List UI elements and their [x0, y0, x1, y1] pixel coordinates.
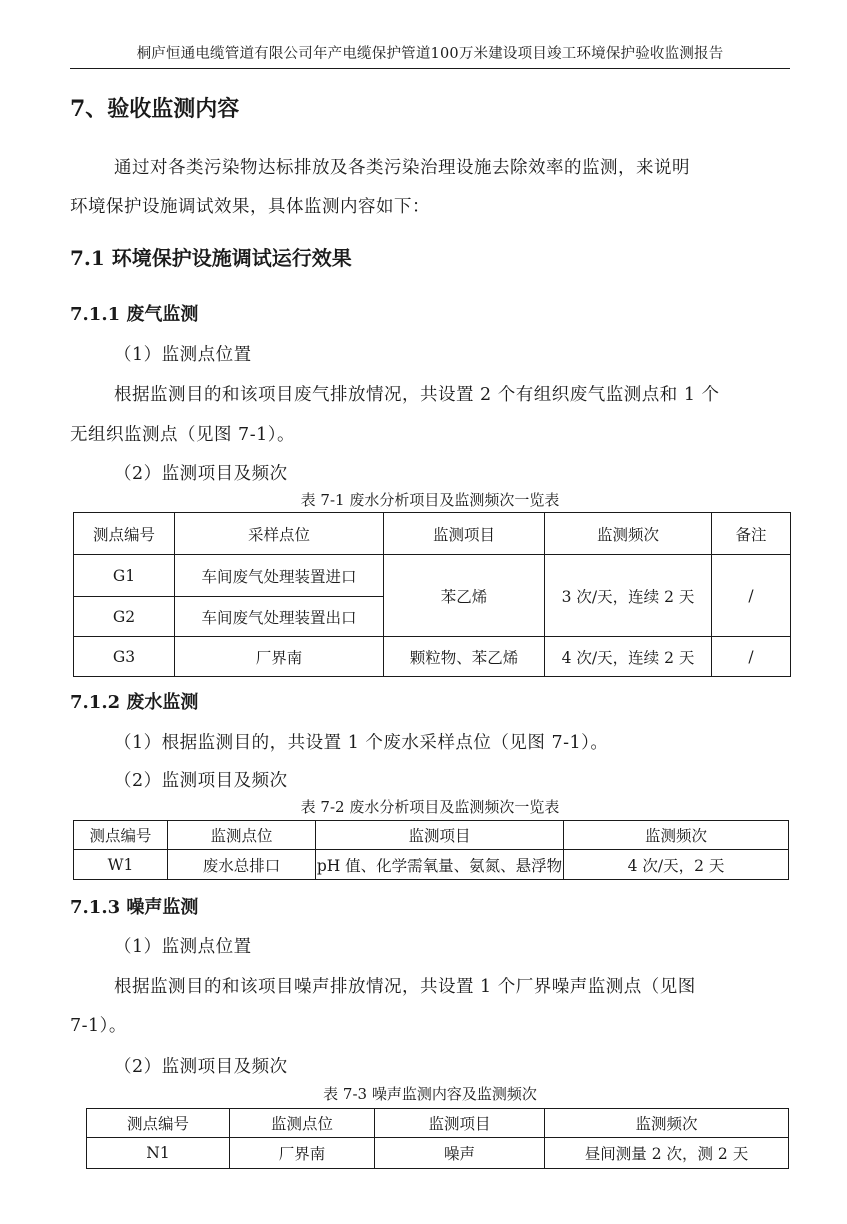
header-rule	[70, 68, 790, 69]
table-7-1-caption: 表 7-1 废水分析项目及监测频次一览表	[300, 491, 560, 509]
table-7-3-caption: 表 7-3 噪声监测内容及监测频次	[323, 1085, 537, 1103]
frequency-cell: 3 次/天，连续 2 天	[545, 555, 712, 637]
exhaust-paragraph-line2: 无组织监测点（见图 7-1）。	[70, 425, 295, 445]
section-7-1-1-heading: 7.1.1 废气监测	[70, 304, 199, 325]
point-id-cell: N1	[87, 1138, 230, 1169]
noise-paragraph-line2: 7-1）。	[70, 1016, 127, 1036]
section-7-1-3-heading: 7.1.3 噪声监测	[70, 897, 199, 918]
table-row	[74, 555, 791, 597]
location-cell: 厂界南	[230, 1138, 375, 1169]
location-cell: 车间废气处理装置进口	[175, 555, 384, 597]
table-row	[74, 637, 791, 677]
header-cell: 监测频次	[545, 1109, 789, 1138]
table-header-row	[74, 821, 789, 850]
item-cell: pH 值、化学需氧量、氨氮、悬浮物	[316, 850, 564, 880]
table-header-row	[74, 513, 791, 555]
report-header: 桐庐恒通电缆管道有限公司年产电缆保护管道100万米建设项目竣工环境保护验收监测报告	[136, 46, 724, 62]
item-cell: 颗粒物、苯乙烯	[384, 637, 545, 677]
point-id-cell: G3	[74, 637, 175, 677]
header-cell: 监测项目	[316, 821, 564, 850]
point-id-cell: G2	[74, 597, 175, 637]
location-cell: 废水总排口	[168, 850, 316, 880]
table-row	[74, 850, 789, 880]
header-cell: 监测项目	[375, 1109, 545, 1138]
table-7-2	[73, 820, 789, 880]
exhaust-paragraph-line1: 根据监测目的和该项目废气排放情况，共设置 2 个有组织废气监测点和 1 个	[114, 385, 720, 405]
note-cell: /	[712, 555, 791, 637]
exhaust-item-2: （2）监测项目及频次	[114, 464, 288, 484]
table-header-row	[87, 1109, 789, 1138]
exhaust-item-1: （1）监测点位置	[114, 345, 252, 365]
note-cell: /	[712, 637, 791, 677]
intro-paragraph-line2: 环境保护设施调试效果，具体监测内容如下：	[70, 197, 430, 217]
header-cell: 测点编号	[74, 821, 168, 850]
point-id-cell: G1	[74, 555, 175, 597]
header-cell: 监测频次	[545, 513, 712, 555]
table-7-3	[86, 1108, 789, 1169]
header-cell: 测点编号	[87, 1109, 230, 1138]
header-cell: 监测点位	[230, 1109, 375, 1138]
item-cell: 噪声	[375, 1138, 545, 1169]
location-cell: 厂界南	[175, 637, 384, 677]
section-7-heading: 7、验收监测内容	[70, 96, 240, 122]
item-cell: 苯乙烯	[384, 555, 545, 637]
header-cell: 监测项目	[384, 513, 545, 555]
point-id-cell: W1	[74, 850, 168, 880]
noise-paragraph-line1: 根据监测目的和该项目噪声排放情况，共设置 1 个厂界噪声监测点（见图	[114, 977, 696, 997]
wastewater-item-2: （2）监测项目及频次	[114, 771, 288, 791]
section-7-1-2-heading: 7.1.2 废水监测	[70, 692, 199, 713]
frequency-cell: 昼间测量 2 次，测 2 天	[545, 1138, 789, 1169]
intro-paragraph-line1: 通过对各类污染物达标排放及各类污染治理设施去除效率的监测，来说明	[114, 158, 690, 178]
header-cell: 测点编号	[74, 513, 175, 555]
table-7-1	[73, 512, 791, 677]
frequency-cell: 4 次/天，2 天	[564, 850, 789, 880]
section-7-1-heading: 7.1 环境保护设施调试运行效果	[70, 246, 352, 270]
wastewater-item-1: （1）根据监测目的，共设置 1 个废水采样点位（见图 7-1）。	[114, 733, 609, 753]
location-cell: 车间废气处理装置出口	[175, 597, 384, 637]
noise-item-2: （2）监测项目及频次	[114, 1057, 288, 1077]
header-cell: 监测点位	[168, 821, 316, 850]
noise-item-1: （1）监测点位置	[114, 937, 252, 957]
header-cell: 备注	[712, 513, 791, 555]
table-7-2-caption: 表 7-2 废水分析项目及监测频次一览表	[300, 798, 560, 816]
header-cell: 监测频次	[564, 821, 789, 850]
frequency-cell: 4 次/天，连续 2 天	[545, 637, 712, 677]
header-cell: 采样点位	[175, 513, 384, 555]
table-row	[87, 1138, 789, 1169]
